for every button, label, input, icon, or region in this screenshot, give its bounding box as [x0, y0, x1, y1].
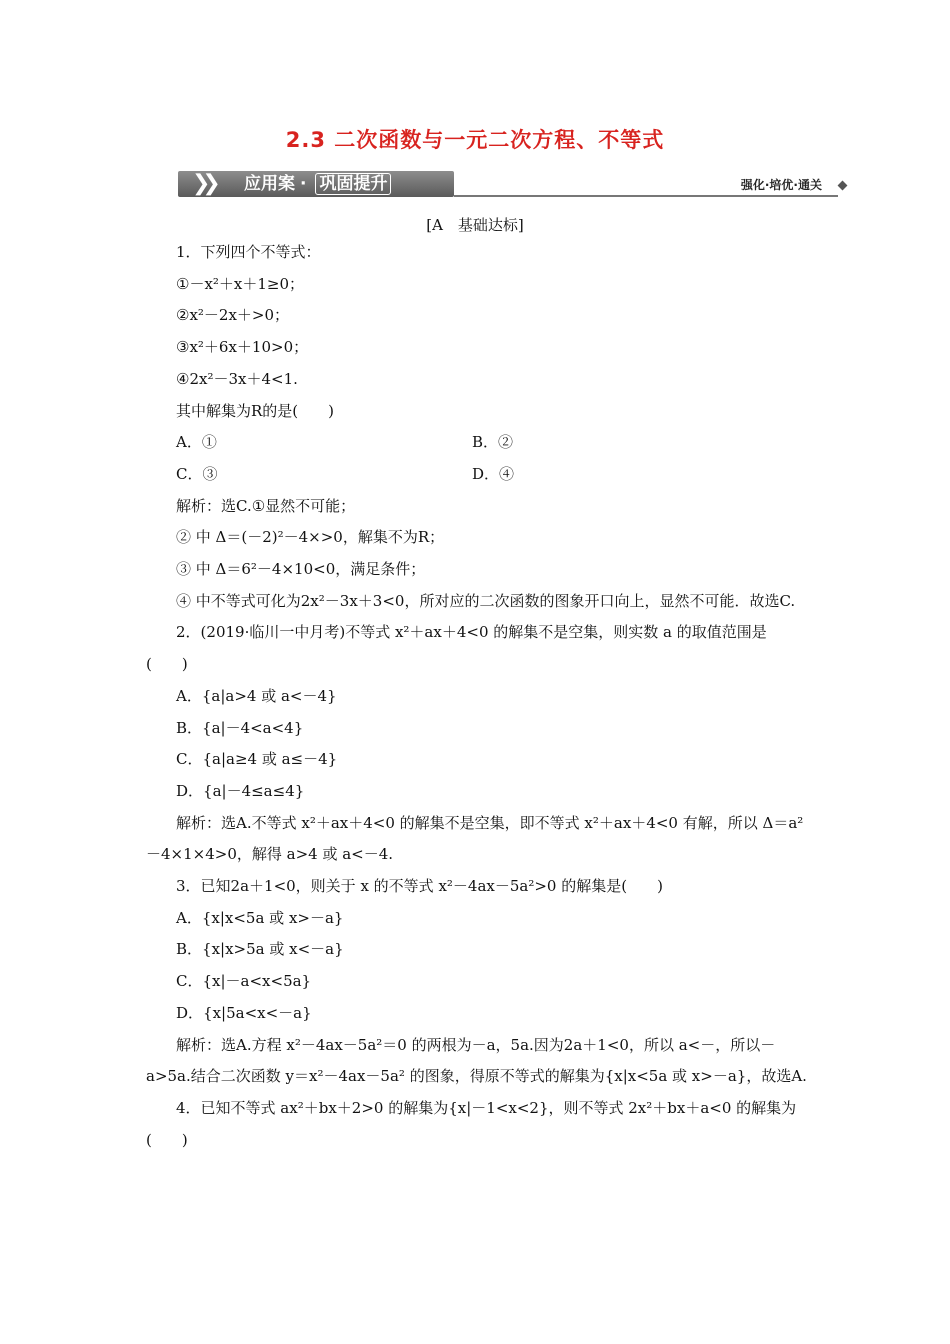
q1-item-2: ②x²－2x＋>0；: [176, 306, 290, 325]
q1-item-1: ①－x²＋x＋1≥0；: [176, 274, 305, 293]
q1-option-b: B．②: [472, 433, 514, 452]
q2-option-a: A．{a|a>4 或 a<－4}: [176, 686, 337, 705]
q3-stem: 3．已知2a＋1<0，则关于 x 的不等式 x²－4ax－5a²>0 的解集是( ): [176, 877, 663, 896]
q3-option-a: A．{x|x<5a 或 x>－a}: [176, 908, 344, 927]
banner-left-label: 应用案: [244, 174, 295, 194]
q2-stem: 2．(2019·临川一中月考)不等式 x²＋ax＋4<0 的解集不是空集，则实数 a 的取值范围是( ): [146, 623, 767, 674]
q3-option-d: D．{x|5a<x<－a}: [176, 1003, 312, 1022]
q1-solution-2: ② 中 Δ＝(－2)²－4×>0，解集不为R；: [176, 528, 445, 547]
double-chevron-icon: ❯❯: [192, 171, 213, 196]
q2-solution: 解析：选A.不等式 x²＋ax＋4<0 的解集不是空集，即不等式 x²＋ax＋4<0 有解，所以 Δ＝a²－4×1×4>0，解得 a>4 或 a<－4.: [146, 813, 804, 864]
q1-solution-1: 解析：选C.①显然不可能；: [176, 496, 356, 515]
q3-solution: 解析：选A.方程 x²－4ax－5a²＝0 的两根为－a，5a.因为2a＋1<0，所以 a<－，所以－a>5a.结合二次函数 y＝x²－4ax－5a² 的图象，得原不等式的解集为{x|x<5a 或 x>－a}，故选A.: [146, 1035, 807, 1086]
banner-label: 应用案 · 巩固提升: [244, 171, 391, 197]
q3-option-b: B．{x|x>5a 或 x<－a}: [176, 940, 344, 959]
section-heading: [A 基础达标]: [426, 216, 524, 234]
q3-option-c: C．{x|－a<x<5a}: [176, 972, 312, 991]
q1-option-d: D．④: [472, 464, 515, 483]
q1-options-row-2: [146, 459, 808, 491]
diamond-icon: [838, 181, 848, 191]
q1-stem: 1．下列四个不等式：: [176, 243, 321, 261]
q2-option-d: D．{a|－4≤a≤4}: [176, 781, 305, 800]
q1-option-a: A．①: [176, 433, 217, 452]
banner-right-label: 强化·培优·通关: [740, 178, 822, 192]
q1-solution-3: ③ 中 Δ＝6²－4×10<0，满足条件；: [176, 560, 426, 579]
q1-options-row-1: [146, 427, 808, 459]
section-banner: [178, 168, 846, 200]
q2-option-b: B．{a|－4<a<4}: [176, 718, 304, 737]
q2-option-c: C．{a|a≥4 或 a≤－4}: [176, 750, 338, 769]
page-title: 2.3 二次函数与一元二次方程、不等式: [285, 128, 665, 152]
q1-ask: 其中解集为R的是( ): [176, 401, 334, 420]
q4-stem: 4．已知不等式 ax²＋bx＋2>0 的解集为{x|－1<x<2}，则不等式 2x²＋bx＋a<0 的解集为( ): [146, 1098, 797, 1149]
q1-solution-4: ④ 中不等式可化为2x²－3x＋3<0，所对应的二次函数的图象开口向上，显然不可能．故选C.: [176, 591, 796, 610]
question-content: [146, 237, 808, 1156]
q1-item-3: ③x²＋6x＋10>0；: [176, 338, 309, 357]
q1-option-c: C．③: [176, 464, 218, 483]
banner-middle-label: 巩固提升: [315, 173, 391, 195]
banner-divider: [454, 195, 838, 197]
q1-item-4: ④2x²－3x＋4<1.: [176, 369, 298, 388]
